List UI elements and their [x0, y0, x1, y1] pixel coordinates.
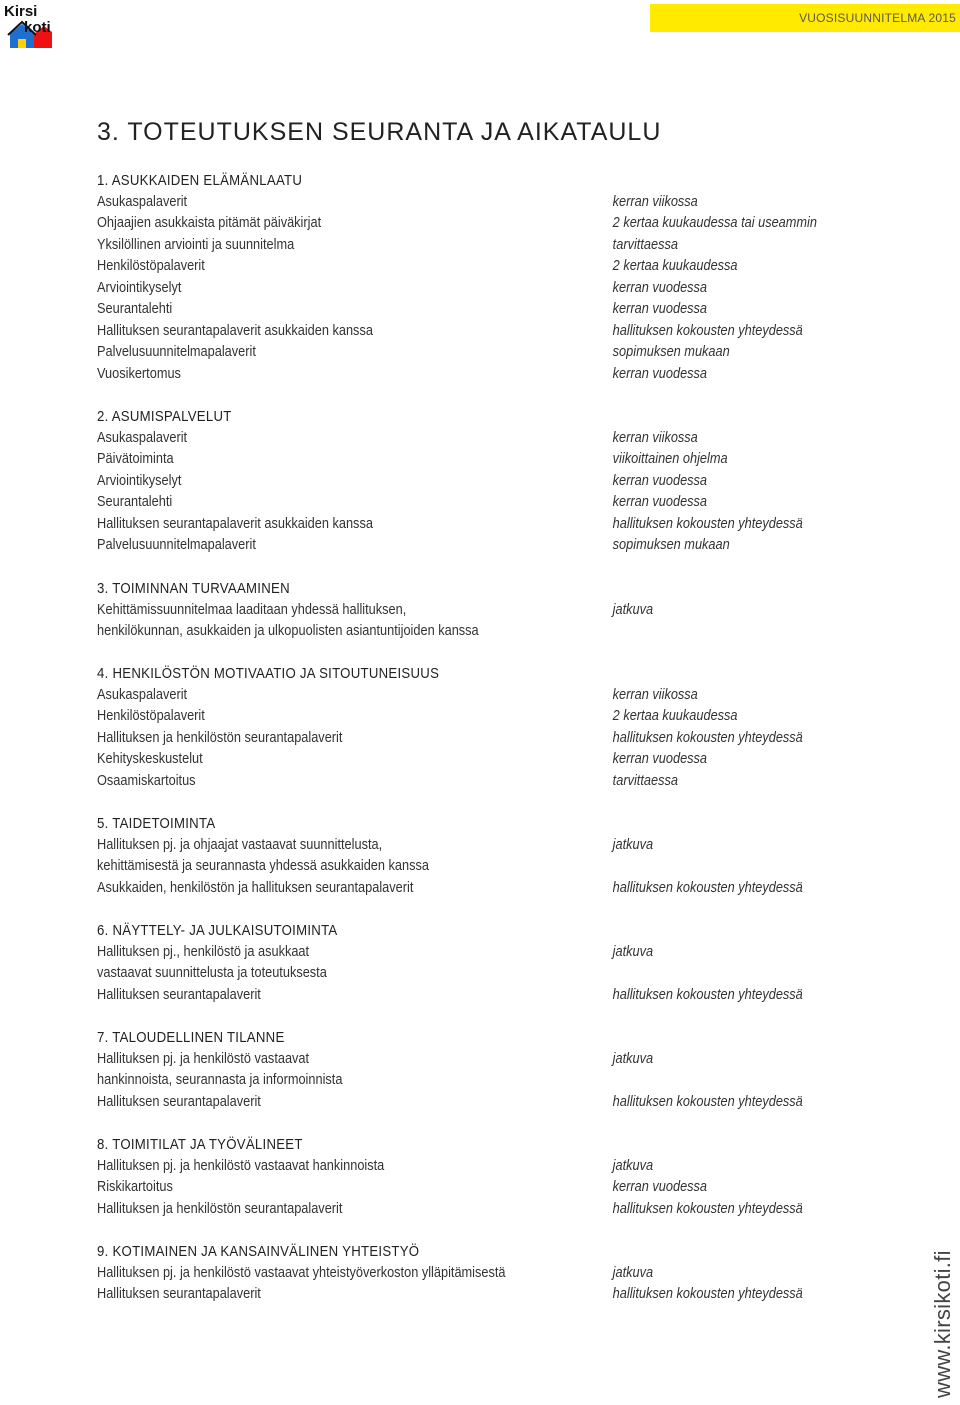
schedule-row — [97, 856, 836, 878]
schedule-row — [97, 213, 836, 235]
activity-text: Hallituksen seurantapalaverit — [97, 1093, 261, 1110]
banner-label: VUOSISUUNNITELMA 2015 — [799, 11, 956, 25]
frequency-text: kerran viikossa — [612, 429, 698, 446]
kirsikoti-logo — [4, 4, 52, 48]
frequency-text: 2 kertaa kuukaudessa — [612, 708, 738, 724]
schedule-row — [97, 235, 836, 257]
frequency-text: kerran vuodessa — [612, 365, 708, 382]
activity-text: Hallituksen pj. ja henkilöstö vastaavat hankinnoista — [97, 1157, 385, 1174]
frequency-text: jatkuva — [612, 836, 654, 853]
schedule-row — [97, 1177, 836, 1199]
schedule-row — [97, 1199, 836, 1221]
frequency-text: kerran vuodessa — [612, 472, 708, 489]
schedule-row — [97, 1049, 836, 1071]
section-3 — [97, 578, 937, 643]
frequency-text: jatkuva — [612, 1050, 654, 1067]
schedule-row — [97, 1070, 836, 1092]
activity-text: Hallituksen seurantapalaverit — [97, 986, 261, 1003]
activity-text: Päivätoiminta — [97, 451, 174, 467]
activity-text: Asukkaiden, henkilöstön ja hallituksen seurantapalaverit — [97, 879, 414, 896]
schedule-row — [97, 1092, 836, 1114]
schedule-row — [97, 942, 836, 964]
section-1 — [97, 170, 937, 385]
section-heading: 3. TOIMINNAN TURVAAMINEN — [97, 580, 290, 597]
activity-text: Hallituksen ja henkilöstön seurantapalaverit — [97, 729, 343, 746]
schedule-row — [97, 878, 836, 900]
activity-text: Yksilöllinen arviointi ja suunnitelma — [97, 236, 295, 253]
activity-text: Arviointikyselyt — [97, 472, 182, 489]
frequency-text: viikoittainen ohjelma — [612, 451, 728, 467]
schedule-row — [97, 963, 836, 985]
schedule-row — [97, 471, 836, 493]
frequency-text: hallituksen kokousten yhteydessä — [612, 729, 803, 746]
logo-word-top: Kirsi — [4, 3, 38, 20]
schedule-row — [97, 514, 836, 536]
frequency-text: kerran vuodessa — [612, 279, 708, 296]
section-5 — [97, 813, 937, 899]
frequency-text: hallituksen kokousten yhteydessä — [612, 1200, 803, 1217]
frequency-text: 2 kertaa kuukaudessa — [612, 258, 738, 274]
schedule-row — [97, 835, 836, 857]
activity-text: Vuosikertomus — [97, 365, 181, 382]
schedule-row — [97, 278, 836, 300]
frequency-text: 2 kertaa kuukaudessa tai useammin — [612, 215, 817, 231]
activity-text: Arviointikyselyt — [97, 279, 182, 296]
section-heading: 1. ASUKKAIDEN ELÄMÄNLAATU — [97, 172, 303, 189]
activity-text: Hallituksen pj. ja henkilöstö vastaavat — [97, 1050, 310, 1067]
activity-text: Hallituksen pj. ja henkilöstö vastaavat yhteistyöverkoston ylläpitämisestä — [97, 1264, 506, 1281]
frequency-text: jatkuva — [612, 943, 654, 960]
schedule-row — [97, 192, 836, 214]
activity-text: Seurantalehti — [97, 494, 173, 510]
page-title: 3. TOTEUTUKSEN SEURANTA JA AIKATAULU — [97, 118, 662, 146]
activity-text: kehittämisestä ja seurannasta yhdessä asukkaiden kanssa — [97, 858, 429, 874]
activity-text: Asukaspalaverit — [97, 193, 188, 210]
schedule-row — [97, 685, 836, 707]
frequency-text: kerran vuodessa — [612, 494, 708, 510]
section-4 — [97, 663, 937, 792]
activity-text: Hallituksen ja henkilöstön seurantapalaverit — [97, 1200, 343, 1217]
schedule-row — [97, 342, 836, 364]
activity-text: Henkilöstöpalaverit — [97, 708, 205, 724]
section-heading: 4. HENKILÖSTÖN MOTIVAATIO JA SITOUTUNEISUUS — [97, 665, 440, 682]
section-heading: 6. NÄYTTELY- JA JULKAISUTOIMINTA — [97, 922, 338, 939]
schedule-row — [97, 1284, 836, 1306]
section-7 — [97, 1027, 937, 1113]
schedule-row — [97, 256, 836, 278]
activity-text: Ohjaajien asukkaista pitämät päiväkirjat — [97, 215, 322, 231]
activity-text: Hallituksen pj. ja ohjaajat vastaavat suunnittelusta, — [97, 836, 383, 853]
schedule-row — [97, 600, 836, 622]
activity-text: Asukaspalaverit — [97, 429, 188, 446]
header-banner — [650, 4, 960, 32]
frequency-text: kerran viikossa — [612, 193, 698, 210]
frequency-text: tarvittaessa — [612, 772, 678, 789]
schedule-row — [97, 1263, 836, 1285]
activity-text: vastaavat suunnittelusta ja toteutuksesta — [97, 965, 327, 981]
frequency-text: kerran vuodessa — [612, 751, 708, 767]
frequency-text: sopimuksen mukaan — [612, 344, 730, 360]
frequency-text: kerran vuodessa — [612, 301, 708, 317]
activity-text: Hallituksen seurantapalaverit — [97, 1286, 261, 1302]
frequency-text: hallituksen kokousten yhteydessä — [612, 1093, 803, 1110]
schedule-row — [97, 706, 836, 728]
activity-text: Asukaspalaverit — [97, 686, 188, 703]
frequency-text: hallituksen kokousten yhteydessä — [612, 986, 803, 1003]
section-8 — [97, 1134, 937, 1220]
logo-word-bottom: koti — [24, 19, 51, 36]
activity-text: Henkilöstöpalaverit — [97, 258, 205, 274]
activity-text: Kehityskeskustelut — [97, 751, 203, 767]
schedule-row — [97, 535, 836, 557]
schedule-row — [97, 449, 836, 471]
schedule-row — [97, 1156, 836, 1178]
schedule-row — [97, 985, 836, 1007]
schedule-row — [97, 771, 836, 793]
section-9 — [97, 1241, 937, 1306]
section-6 — [97, 920, 937, 1006]
activity-text: Hallituksen pj., henkilöstö ja asukkaat — [97, 943, 310, 960]
frequency-text: kerran vuodessa — [612, 1179, 708, 1195]
activity-text: henkilökunnan, asukkaiden ja ulkopuolisten asiantuntijoiden kanssa — [97, 623, 479, 639]
schedule-row — [97, 428, 836, 450]
activity-text: hankinnoista, seurannasta ja informoinnista — [97, 1072, 343, 1088]
activity-text: Riskikartoitus — [97, 1179, 173, 1195]
frequency-text: kerran viikossa — [612, 686, 698, 703]
frequency-text: hallituksen kokousten yhteydessä — [612, 879, 803, 896]
activity-text: Palvelusuunnitelmapalaverit — [97, 537, 256, 553]
activity-text: Kehittämissuunnitelmaa laaditaan yhdessä hallituksen, — [97, 601, 407, 618]
schedule-row — [97, 749, 836, 771]
frequency-text: hallituksen kokousten yhteydessä — [612, 322, 803, 339]
activity-text: Hallituksen seurantapalaverit asukkaiden kanssa — [97, 515, 373, 532]
frequency-text: jatkuva — [612, 601, 654, 618]
frequency-text: sopimuksen mukaan — [612, 537, 730, 553]
schedule-row — [97, 728, 836, 750]
section-heading: 8. TOIMITILAT JA TYÖVÄLINEET — [97, 1136, 303, 1153]
frequency-text: jatkuva — [612, 1264, 654, 1281]
frequency-text: hallituksen kokousten yhteydessä — [612, 1286, 803, 1302]
website-watermark: www.kirsikoti.fi — [930, 1250, 955, 1398]
activity-text: Osaamiskartoitus — [97, 772, 196, 789]
schedule-row — [97, 621, 836, 643]
schedule-row — [97, 364, 836, 386]
frequency-text: hallituksen kokousten yhteydessä — [612, 515, 803, 532]
section-heading: 7. TALOUDELLINEN TILANNE — [97, 1029, 285, 1046]
schedule-row — [97, 321, 836, 343]
activity-text: Palvelusuunnitelmapalaverit — [97, 344, 256, 360]
section-heading: 9. KOTIMAINEN JA KANSAINVÄLINEN YHTEISTYÖ — [97, 1243, 420, 1260]
section-heading: 5. TAIDETOIMINTA — [97, 815, 216, 832]
frequency-text: tarvittaessa — [612, 236, 678, 253]
activity-text: Seurantalehti — [97, 301, 173, 317]
section-2 — [97, 406, 937, 557]
schedule-row — [97, 299, 836, 321]
section-heading: 2. ASUMISPALVELUT — [97, 408, 232, 425]
frequency-text: jatkuva — [612, 1157, 654, 1174]
schedule-row — [97, 492, 836, 514]
activity-text: Hallituksen seurantapalaverit asukkaiden kanssa — [97, 322, 373, 339]
